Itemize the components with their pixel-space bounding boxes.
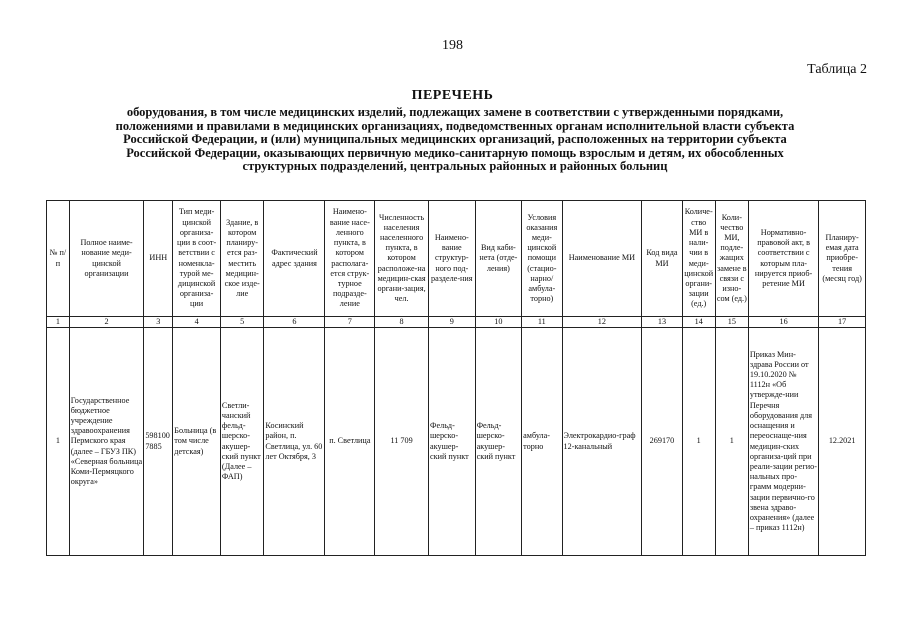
document-title: ПЕРЕЧЕНЬ bbox=[411, 88, 494, 103]
organization-type: Больница (в том числе детская) bbox=[173, 328, 221, 556]
header-cell: Код вида МИ bbox=[642, 201, 682, 317]
header-cell: № п/п bbox=[47, 201, 70, 317]
structural-unit: Фельд-шерско-акушер-ский пункт bbox=[429, 328, 476, 556]
header-cell: Полное наиме-нование меди-цинской организации bbox=[69, 201, 144, 317]
replace-count: 1 bbox=[715, 328, 748, 556]
header-cell: Численность населения населенного пункта, в котором расположе-на медицин-ская органи-зация, чел. bbox=[375, 201, 429, 317]
column-number: 3 bbox=[144, 317, 173, 328]
column-number: 4 bbox=[173, 317, 221, 328]
column-number: 17 bbox=[819, 317, 866, 328]
column-number: 13 bbox=[642, 317, 682, 328]
column-number: 7 bbox=[325, 317, 375, 328]
header-cell: Коли-чество МИ, подле-жащих замене в связи с изно-сом (ед.) bbox=[715, 201, 748, 317]
column-number: 1 bbox=[47, 317, 70, 328]
header-cell: Фактический адрес здания bbox=[264, 201, 325, 317]
header-cell: Нормативно-правовой акт, в соответствии с которым пла-нируется приоб-ретение МИ bbox=[748, 201, 818, 317]
header-row bbox=[47, 201, 866, 317]
column-number: 14 bbox=[682, 317, 715, 328]
column-number: 15 bbox=[715, 317, 748, 328]
header-cell: Вид каби-нета (отде-ления) bbox=[475, 201, 522, 317]
header-cell: Тип меди-цинской организа-ции в соот-ветствии с номенкла-турой ме-дицинской организа-ции bbox=[173, 201, 221, 317]
population: 11 709 bbox=[375, 328, 429, 556]
cabinet-type: Фельд-шерско-акушер-ский пункт bbox=[475, 328, 522, 556]
column-number: 10 bbox=[475, 317, 522, 328]
column-number: 11 bbox=[522, 317, 562, 328]
column-number: 16 bbox=[748, 317, 818, 328]
building-address: Косинский район, п. Светлица, ул. 60 лет Октября, 3 bbox=[264, 328, 325, 556]
device-count: 1 bbox=[682, 328, 715, 556]
header-cell: Здание, в котором планиру-ется раз-местить медицин-ское изде-лие bbox=[220, 201, 263, 317]
inn: 5981007885 bbox=[144, 328, 173, 556]
column-number: 5 bbox=[220, 317, 263, 328]
page-number: 198 bbox=[442, 38, 463, 53]
header-cell: Наимено-вание насе-ленного пункта, в котором располага-ется струк-турное подразде-ление bbox=[325, 201, 375, 317]
document-subtitle: оборудования, в том числе медицинских изделий, подлежащих замене в соответствии с утвержденными порядками, положениями и правилами в медицинских организациях, подведомственных органам исполнительной власти субъекта Российской Федерации, и (или) муниципальных медицинских организаций, расположенных на территории субъекта Российской Федерации, оказывающих первичную медико-санитарную помощь взрослым и детям, их обособленных структурных подразделений, центральных районных и районных больниц bbox=[115, 105, 795, 173]
column-number: 2 bbox=[69, 317, 144, 328]
building: Светли-чанский фельд-шерско-акушер-ский пункт (Далее – ФАП) bbox=[220, 328, 263, 556]
column-number: 9 bbox=[429, 317, 476, 328]
legal-act: Приказ Мин-здрава России от 19.10.2020 № 1112н «Об утвержде-нии Перечня оборудования для оснащения и переоснаще-ния медицин-ских организа-ций при реали-зации регио-нальных про-грамм модерни-зации первично-го звена здраво-охранения» (далее – приказ 1112н) bbox=[748, 328, 818, 556]
column-number-row bbox=[47, 317, 866, 328]
column-number: 12 bbox=[562, 317, 642, 328]
header-cell: ИНН bbox=[144, 201, 173, 317]
planned-date: 12.2021 bbox=[819, 328, 866, 556]
row-number: 1 bbox=[47, 328, 70, 556]
header-cell: Наимено-вание структур-ного под-разделе-ния bbox=[429, 201, 476, 317]
device-code: 269170 bbox=[642, 328, 682, 556]
header-cell: Условия оказания меди-цинской помощи (стацио-нарно/ амбула-торно) bbox=[522, 201, 562, 317]
organization-name: Государственное бюджетное учреждение здравоохранения Пермского края (далее – ГБУЗ ПК) «Северная больница Коми-Пермяцкого округа» bbox=[69, 328, 144, 556]
equipment-table bbox=[46, 200, 866, 556]
header-cell: Планиру-емая дата приобре-тения (месяц год) bbox=[819, 201, 866, 317]
header-cell: Количе-ство МИ в нали-чии в меди-цинской органи-зации (ед.) bbox=[682, 201, 715, 317]
table-label: Таблица 2 bbox=[807, 62, 867, 77]
care-conditions: амбула-торно bbox=[522, 328, 562, 556]
table-row bbox=[47, 328, 866, 556]
device-name: Электрокардио-граф 12-канальный bbox=[562, 328, 642, 556]
settlement-name: п. Светлица bbox=[325, 328, 375, 556]
column-number: 8 bbox=[375, 317, 429, 328]
header-cell: Наименование МИ bbox=[562, 201, 642, 317]
column-number: 6 bbox=[264, 317, 325, 328]
